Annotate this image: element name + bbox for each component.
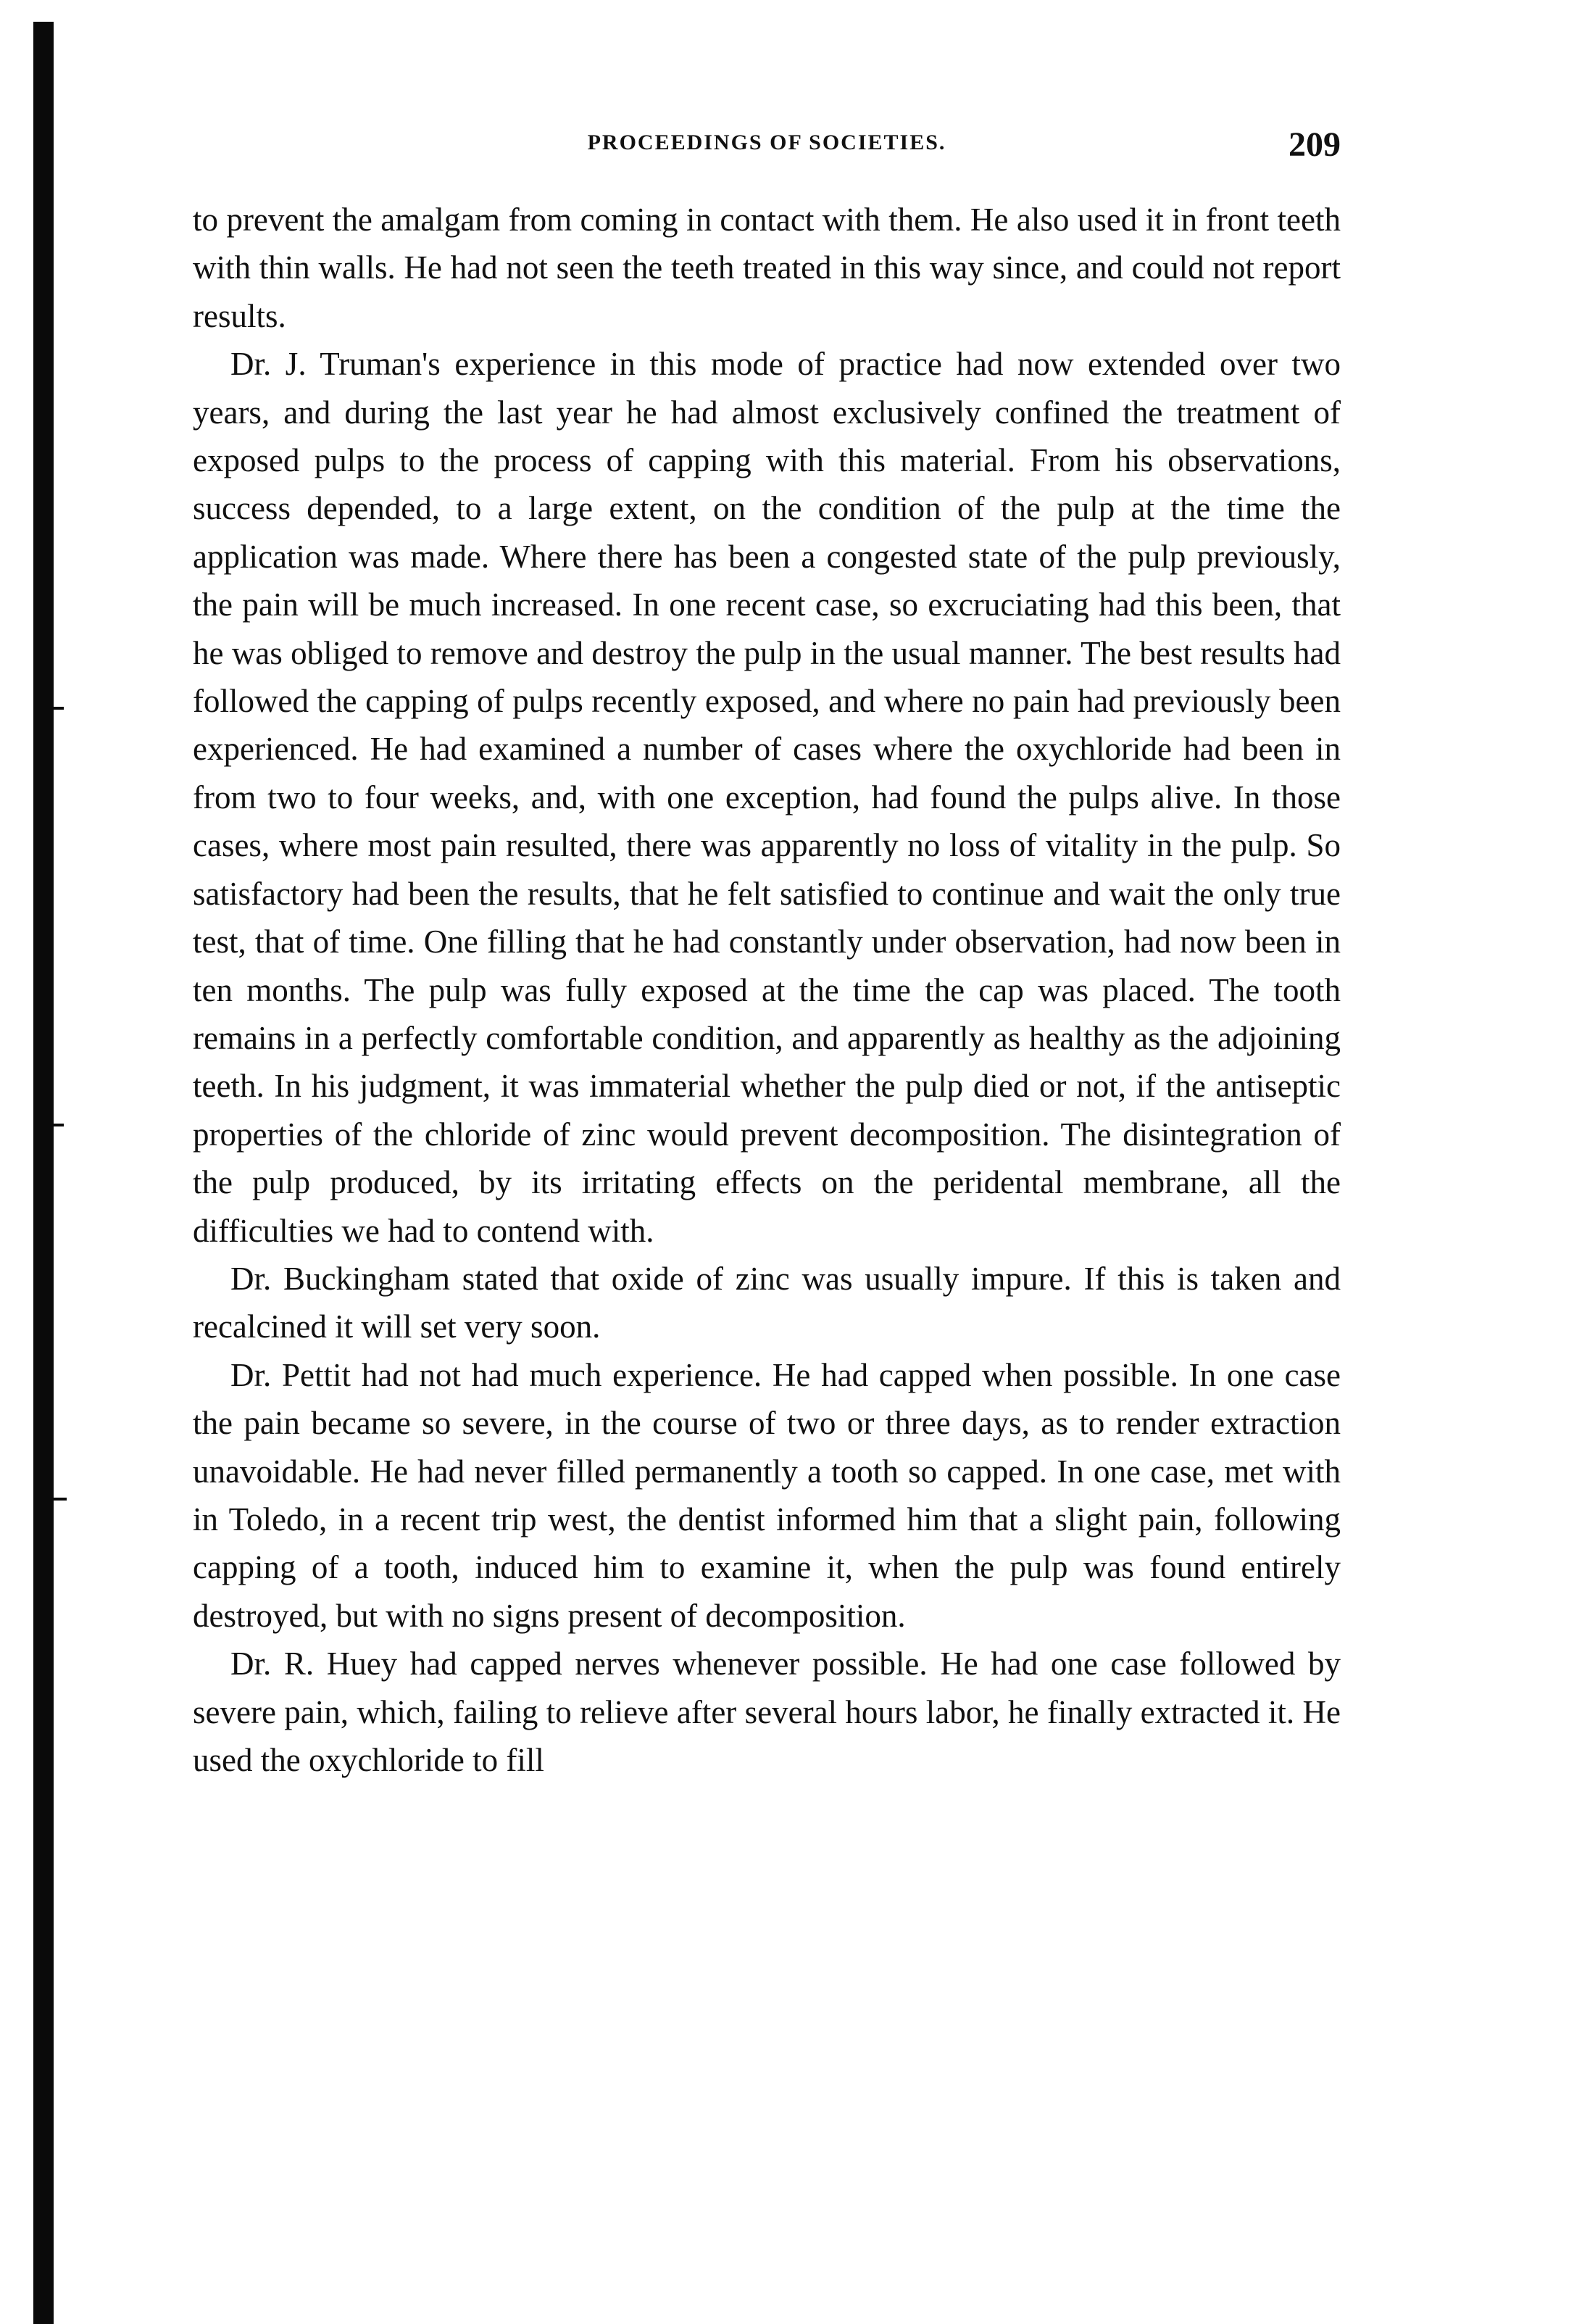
body-text (193, 196, 1341, 1784)
paragraph: Dr. R. Huey had capped nerves whenever possible. He had one case followed by severe pain, which, failing to relieve after several hours labor, he finally extracted it. He used the oxychloride to fill (193, 1646, 1341, 1778)
spine-mark (54, 1498, 67, 1501)
spine-mark (54, 707, 64, 710)
book-spine-shadow (33, 22, 54, 2324)
spine-mark (54, 1124, 64, 1126)
book-page (193, 125, 1341, 1784)
page-number: 209 (1289, 125, 1341, 164)
paragraph: Dr. Buckingham stated that oxide of zinc was usually impure. If this is taken and recalcined it will set very soon. (193, 1260, 1341, 1345)
running-head (193, 125, 1341, 174)
running-title: PROCEEDINGS OF SOCIETIES. (587, 130, 946, 154)
paragraph: Dr. Pettit had not had much experience. He had capped when possible. In one case the pain became so severe, in the course of two or three days, as to render extraction unavoidable. He had never filled permanently a tooth so capped. In one case, met with in Toledo, in a recent trip west, the dentist informed him that a slight pain, following capping of a tooth, induced him to examine it, when the pulp was found entirely destroyed, but with no signs present of decomposition. (193, 1356, 1341, 1634)
paragraph: Dr. J. Truman's experience in this mode of practice had now extended over two years, and during the last year he had almost exclusively confined the treatment of exposed pulps to the process of capping with this material. From his observations, success depended, to a large extent, on the condition of the pulp at the time the application was made. Where there has been a congested state of the pulp previously, the pain will be much increased. In one recent case, so excruciating had this been, that he was obliged to remove and destroy the pulp in the usual manner. The best results had followed the capping of pulps recently exposed, and where no pain had previously been experienced. He had examined a number of cases where the oxychloride had been in from two to four weeks, and, with one exception, had found the pulps alive. In those cases, where most pain resulted, there was apparently no loss of vitality in the pulp. So satisfactory had been the results, that he felt satisfied to continue and wait the only true test, that of time. One filling that he had constantly under observation, had now been in ten months. The pulp was fully exposed at the time the cap was placed. The tooth remains in a perfectly comfortable condition, and apparently as healthy as the adjoining teeth. In his judgment, it was immaterial whether the pulp died or not, if the antiseptic properties of the chloride of zinc would prevent decomposition. The disintegration of the pulp produced, by its irritating effects on the peridental membrane, all the difficulties we had to contend with. (193, 346, 1341, 1249)
paragraph: to prevent the amalgam from coming in contact with them. He also used it in front teeth with thin walls. He had not seen the teeth treated in this way since, and could not report results. (193, 202, 1341, 334)
